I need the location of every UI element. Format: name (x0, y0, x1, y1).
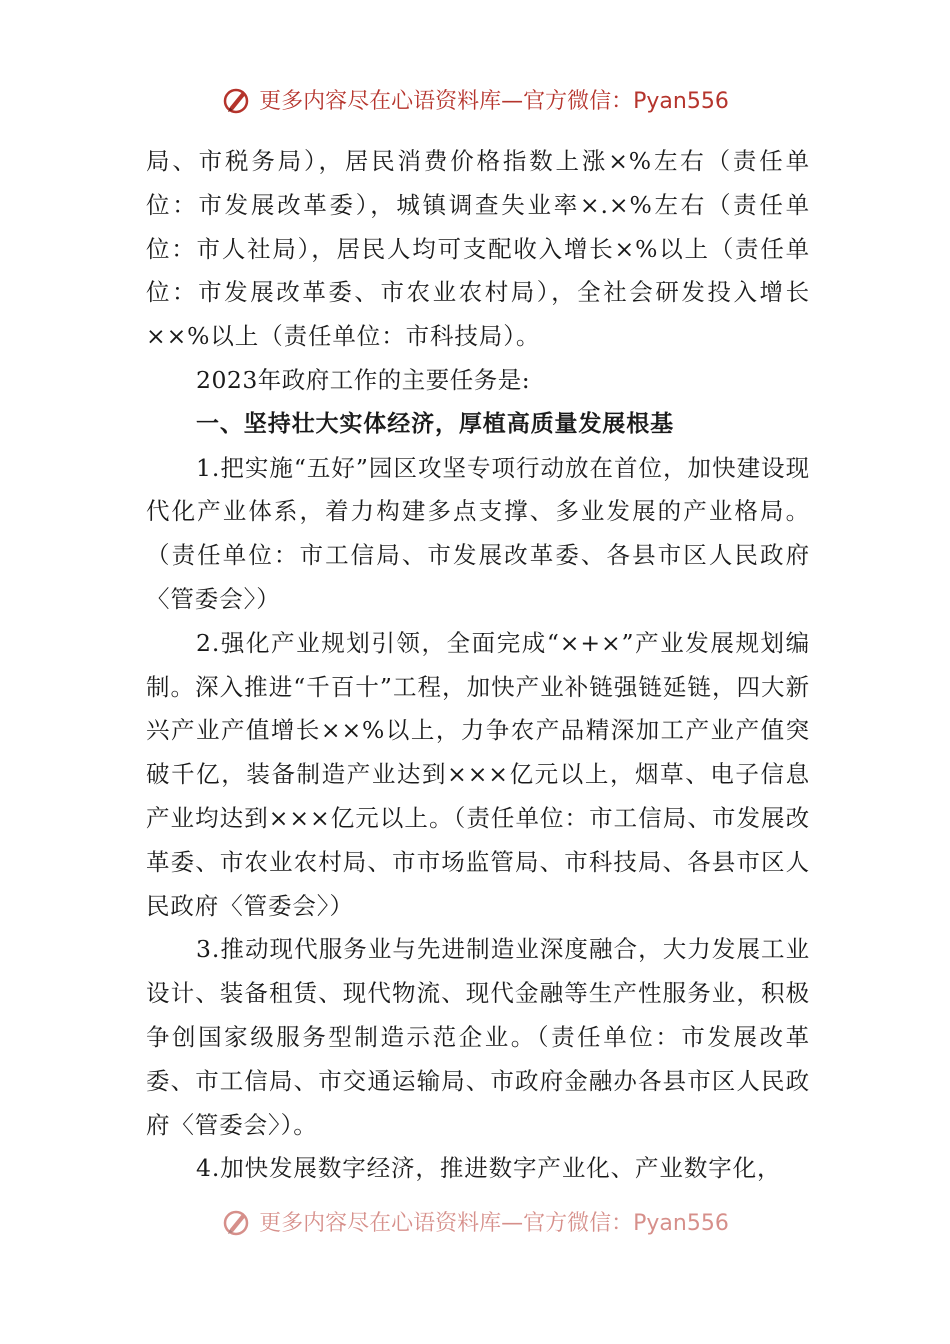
watermark-banner-top (0, 84, 950, 115)
watermark-text: 更多内容尽在心语资料库—官方微信：Pyan556 (259, 89, 729, 114)
paragraph-item-4: 4.加快发展数字经济，推进数字产业化、产业数字化， (196, 1154, 782, 1183)
paragraph-item-3: 3.推动现代服务业与先进制造业深度融合，大力发展工业设计、装备租赁、现代物流、现代金融等生产性服务业，积极争创国家级服务型制造示范企业。（责任单位：市发展改革委、市工信局、市交通运输局、市政府金融办各县市区人民政府〈管委会〉）。 (146, 935, 810, 1139)
watermark-banner-bottom (0, 1206, 950, 1237)
document-body (146, 140, 810, 1191)
watermark-text: 更多内容尽在心语资料库—官方微信：Pyan556 (259, 1211, 729, 1236)
paragraph-item-2: 2.强化产业规划引领，全面完成“×+×”产业发展规划编制。深入推进“千百十”工程，加快产业补链强链延链，四大新兴产业产值增长××%以上，力争农产品精深加工产业产值突破千亿，装备制造产业达到×××亿元以上，烟草、电子信息产业均达到×××亿元以上。（责任单位：市工信局、市发展改革委、市农业农村局、市市场监管局、市科技局、各县市区人民政府〈管委会〉） (146, 628, 810, 920)
paragraph-item-1: 1.把实施“五好”园区攻坚专项行动放在首位，加快建设现代化产业体系，着力构建多点支撑、多业发展的产业格局。（责任单位：市工信局、市发展改革委、各县市区人民政府〈管委会〉） (146, 453, 810, 613)
paragraph-main-tasks-intro: 2023年政府工作的主要任务是: (196, 365, 531, 394)
paragraph-targets-continued: 局、市税务局），居民消费价格指数上涨×%左右（责任单位：市发展改革委），城镇调查失业率×.×%左右（责任单位：市人社局），居民人均可支配收入增长×%以上（责任单位：市发展改革委、市农业农村局），全社会研发投入增长××%以上（责任单位：市科技局）。 (146, 147, 810, 351)
section-heading-1: 一、坚持壮大实体经济，厚植高质量发展根基 (196, 410, 674, 437)
pen-logo-icon (221, 1207, 251, 1237)
pen-logo-icon (221, 85, 251, 115)
